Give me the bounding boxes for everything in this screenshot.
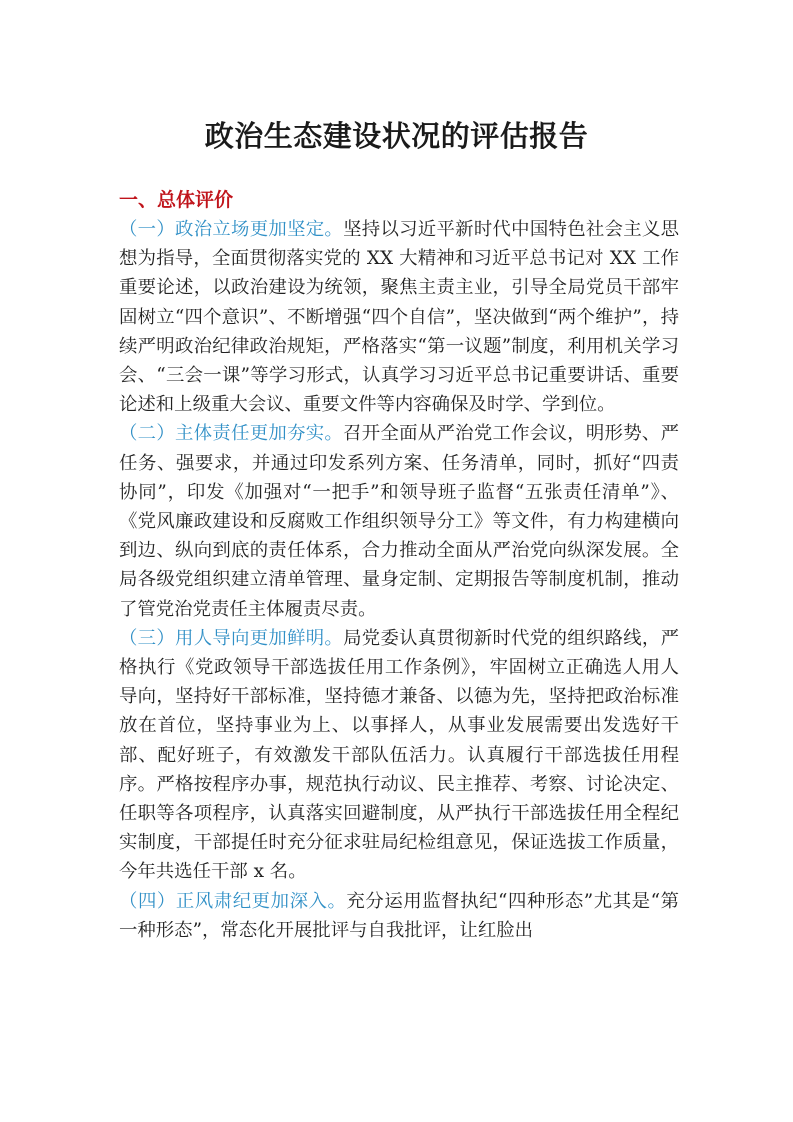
paragraph-personnel-orientation	[119, 624, 679, 887]
paragraph-text: 局党委认真贯彻新时代党的组织路线，严格执行《党政领导干部选拔任用工作条例》，牢固树立正确选人用人导向，坚持好干部标准，坚持德才兼备、以德为先，坚持把政治标准放在首位，坚持事业为上、以事择人，从事业发展需要出发选好干部、配好班子，有效激发干部队伍活力。认真履行干部选拔任用程序。严格按程序办事，规范执行动议、民主推荐、考察、讨论决定、任职等各项程序，认真落实回避制度，从严执行干部选拔任用全程纪实制度，干部提任时充分征求驻局纪检组意见，保证选拔工作质量，今年共选任干部 x 名。	[119, 627, 679, 883]
paragraph-discipline	[119, 887, 679, 945]
paragraph-text: 坚持以习近平新时代中国特色社会主义思想为指导，全面贯彻落实党的 XX 大精神和习近平总书记对 XX 工作重要论述，以政治建设为统领，聚焦主责主业，引导全局党员干部牢固树立“四个意识”、不断增强“四个自信”，坚决做到“两个维护”，持续严明政治纪律政治规矩，严格落实“第一议题”制度，利用机关学习会、“三会一课”等学习形式，认真学习习近平总书记重要讲话、重要论述和上级重大会议、重要文件等内容确保及时学、学到位。	[119, 219, 679, 416]
section-heading: 一、总体评价	[119, 189, 234, 211]
paragraph-political-stance	[119, 215, 679, 419]
paragraph-heading: （一）政治立场更加坚定。	[119, 219, 344, 240]
paragraph-text: 召开全面从严治党工作会议，明形势、严任务、强要求，并通过印发系列方案、任务清单，同时，抓好“四责协同”，印发《加强对“一把手”和领导班子监督“五张责任清单”》、《党风廉政建设和反腐败工作组织领导分工》等文件，有力构建横向到边、纵向到底的责任体系，合力推动全面从严治党向纵深发展。全局各级党组织建立清单管理、量身定制、定期报告等制度机制，推动了管党治党责任主体履责尽责。	[119, 423, 679, 620]
document-title: 政治生态建设状况的评估报告	[204, 119, 589, 153]
paragraph-heading: （四）正风肃纪更加深入。	[119, 890, 347, 912]
paragraph-main-responsibility	[119, 419, 679, 623]
document-body	[119, 215, 679, 945]
paragraph-text: 充分运用监督执纪“四种形态”尤其是“第一种形态”，常态化开展批评与自我批评，让红脸出	[119, 890, 679, 941]
paragraph-heading: （二）主体责任更加夯实。	[119, 423, 344, 445]
paragraph-heading: （三）用人导向更加鲜明。	[119, 627, 344, 649]
